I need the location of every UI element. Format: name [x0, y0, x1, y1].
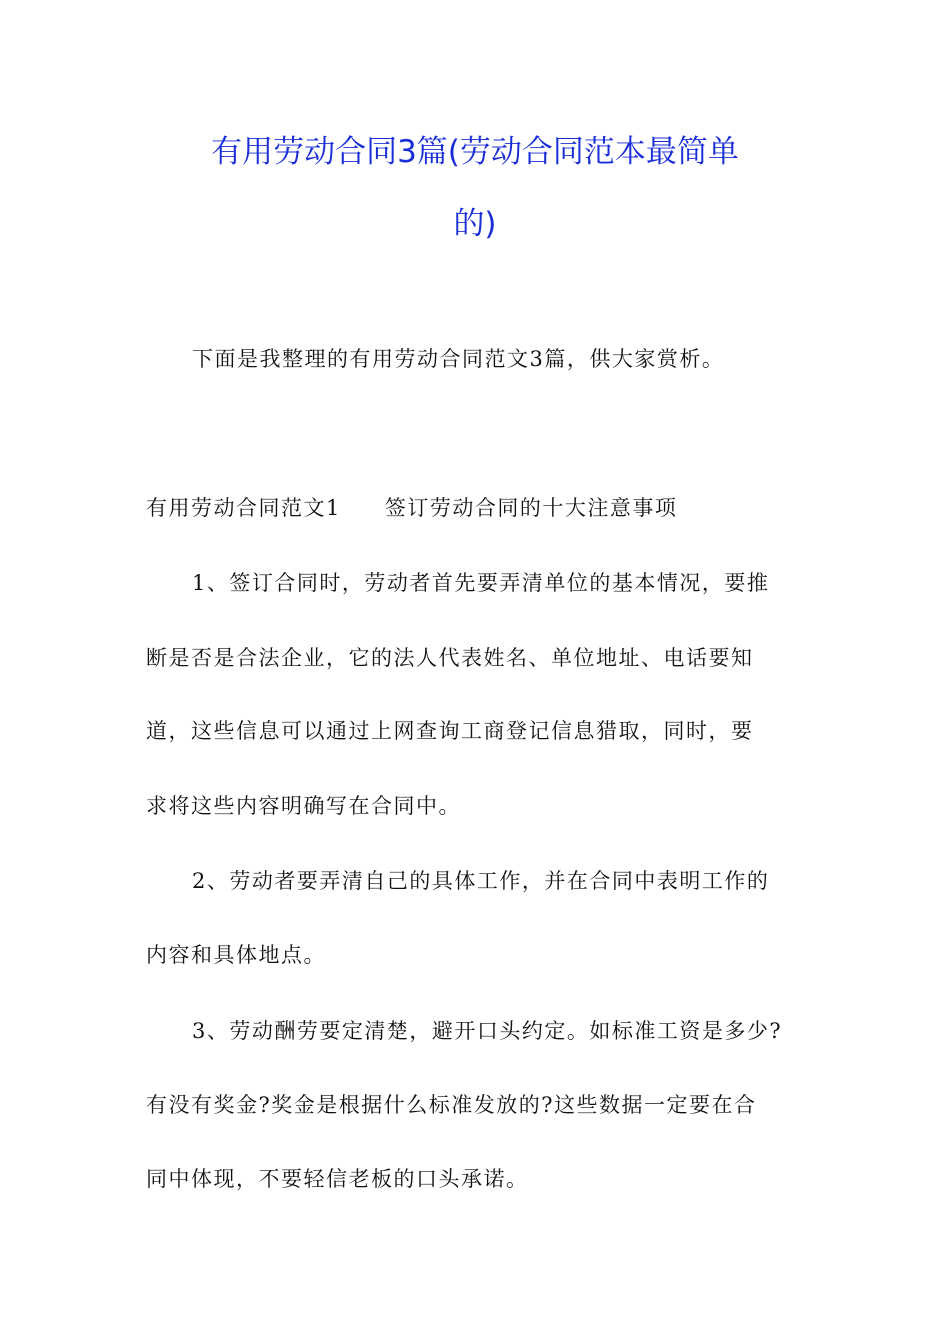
paragraph-2-line-1: 2、劳动者要弄清自己的具体工作，并在合同中表明工作的: [192, 869, 770, 893]
paragraph-3-line-3: 同中体现，不要轻信老板的口头承诺。: [146, 1167, 529, 1191]
paragraph-3-line-1: 3、劳动酬劳要定清楚，避开口头约定。如标准工资是多少?: [192, 1019, 783, 1043]
paragraph-2-line-2: 内容和具体地点。: [146, 943, 326, 967]
section-heading: [146, 498, 677, 519]
section-label: 有用劳动合同范文1: [146, 496, 341, 520]
intro-text: 下面是我整理的有用劳动合同范文3篇，供大家赏析。: [192, 347, 725, 371]
paragraph-1-line-1: 1、签订合同时，劳动者首先要弄清单位的基本情况，要推: [192, 571, 770, 595]
document-title-line-2: 的): [453, 206, 497, 242]
section-title: 签订劳动合同的十大注意事项: [384, 496, 678, 520]
document-title-line-1: 有用劳动合同3篇(劳动合同范本最简单: [211, 134, 739, 170]
paragraph-1-line-2: 断是否是合法企业，它的法人代表姓名、单位地址、电话要知: [146, 646, 754, 670]
paragraph-3-line-2: 有没有奖金?奖金是根据什么标准发放的?这些数据一定要在合: [146, 1093, 757, 1117]
paragraph-1-line-3: 道，这些信息可以通过上网查询工商登记信息猎取，同时，要: [146, 719, 754, 743]
paragraph-1-line-4: 求将这些内容明确写在合同中。: [146, 794, 461, 818]
